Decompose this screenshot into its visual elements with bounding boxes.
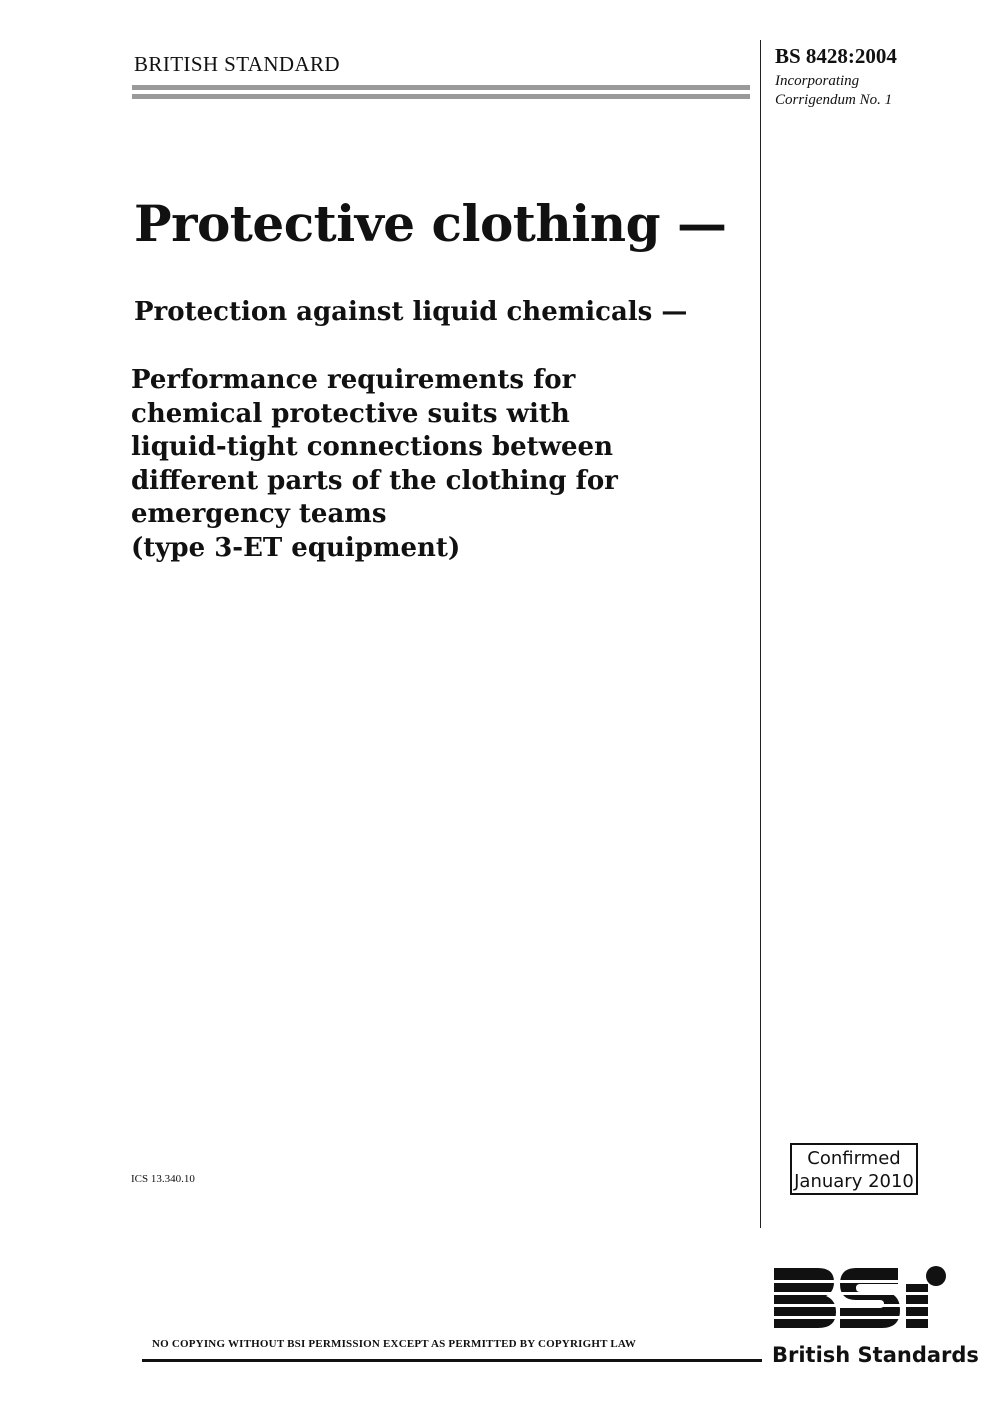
- corrigendum-note-line-1: Incorporating: [775, 73, 860, 89]
- footer-rule: [142, 1359, 762, 1362]
- bsi-logo-letter-s: [838, 1268, 900, 1328]
- confirmed-stamp: [790, 1143, 918, 1195]
- vertical-divider: [760, 40, 761, 1228]
- part-title-line: different parts of the clothing for: [131, 465, 618, 496]
- standard-number: BS 8428:2004: [775, 44, 897, 68]
- bsi-logo-letter-b: [774, 1268, 836, 1328]
- confirmed-stamp-line-2: January 2010: [794, 1171, 914, 1192]
- bsi-logo-icon: [770, 1262, 979, 1370]
- corrigendum-note-line-2: Corrigendum No. 1: [775, 92, 893, 108]
- part-title-line: (type 3-ET equipment): [131, 532, 461, 563]
- header-rule-upper: [132, 85, 750, 90]
- header-rule-lower: [132, 94, 750, 99]
- subtitle: Protection against liquid chemicals —: [134, 297, 688, 327]
- bsi-logo-letter-i: [904, 1266, 946, 1328]
- part-title: [131, 364, 691, 565]
- part-title-line: liquid-tight connections between: [131, 432, 613, 462]
- main-title: Protective clothing —: [134, 194, 727, 253]
- ics-code: ICS 13.340.10: [131, 1173, 195, 1185]
- confirmed-stamp-line-1: Confirmed: [807, 1148, 901, 1169]
- copyright-notice: NO COPYING WITHOUT BSI PERMISSION EXCEPT AS PERMITTED BY COPYRIGHT LAW: [152, 1338, 637, 1350]
- bsi-logo-caption: British Standards: [772, 1343, 979, 1367]
- document-category-label: BRITISH STANDARD: [134, 52, 340, 76]
- part-title-line: Performance requirements for: [131, 365, 576, 395]
- header-rules: [132, 85, 750, 103]
- part-title-line: chemical protective suits with: [131, 398, 570, 429]
- corrigendum-note: [775, 72, 892, 110]
- part-title-line: emergency teams: [131, 499, 387, 529]
